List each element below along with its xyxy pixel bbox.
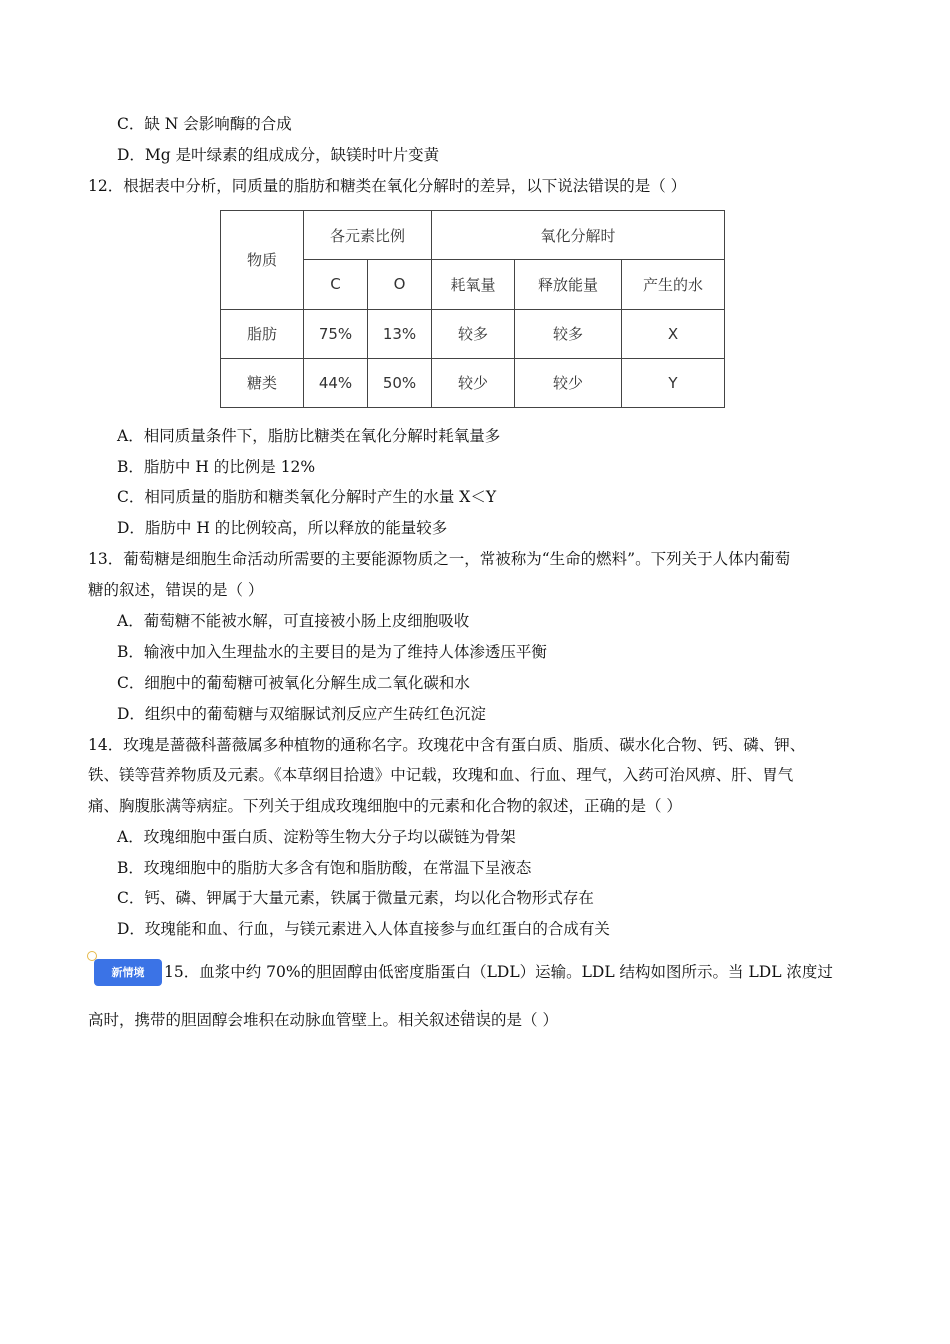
header-energy: 释放能量 <box>515 260 622 309</box>
row-water: Y <box>622 358 725 407</box>
table-row <box>221 358 725 407</box>
header-o: O <box>368 260 432 309</box>
q13-stem-line1: 13．葡萄糖是细胞生命活动所需要的主要能源物质之一，常被称为“生命的燃料”。下列关于人体内葡萄 <box>88 550 791 568</box>
q11-option-c: C．缺 N 会影响酶的合成 <box>117 115 292 133</box>
header-c: C <box>304 260 368 309</box>
q12-option-d: D．脂肪中 H 的比例较高，所以释放的能量较多 <box>117 519 448 537</box>
q14-stem-line1: 14．玫瑰是蔷薇科蔷薇属多种植物的通称名字。玫瑰花中含有蛋白质、脂质、碳水化合物、钙、磷、钾、 <box>88 736 806 754</box>
row-energy: 较少 <box>515 358 622 407</box>
q14-stem-line2: 铁、镁等营养物质及元素。《本草纲目拾遗》中记载，玫瑰和血、行血、理气，入药可治风痹、肝、胃气 <box>88 766 794 784</box>
q15-emphasis: 错误 · · <box>460 1011 491 1029</box>
row-o: 13% <box>368 309 432 358</box>
q15-stem-post: 的是（ ） <box>491 1011 558 1029</box>
q14-stem-line3: 痛、胸腹胀满等病症。下列关于组成玫瑰细胞中的元素和化合物的叙述，正确的是（ ） <box>88 797 682 815</box>
header-substance: 物质 <box>221 211 304 310</box>
table-row <box>221 309 725 358</box>
header-water: 产生的水 <box>622 260 725 309</box>
row-c: 44% <box>304 358 368 407</box>
q14-option-d: D．玫瑰能和血、行血，与镁元素进入人体直接参与血红蛋白的合成有关 <box>117 920 610 938</box>
q15-stem-line1: 15．血浆中约 70%的胆固醇由低密度脂蛋白（LDL）运输。LDL 结构如图所示。当 LDL 浓度过 <box>164 963 833 981</box>
row-c: 75% <box>304 309 368 358</box>
q12-option-b: B．脂肪中 H 的比例是 12% <box>117 458 316 476</box>
row-name: 糖类 <box>221 358 304 407</box>
header-oxygen: 耗氧量 <box>432 260 515 309</box>
header-oxidation: 氧化分解时 <box>432 211 725 260</box>
q14-option-c: C．钙、磷、钾属于大量元素，铁属于微量元素，均以化合物形式存在 <box>117 889 594 907</box>
row-name: 脂肪 <box>221 309 304 358</box>
q13-option-b: B．输液中加入生理盐水的主要目的是为了维持人体渗透压平衡 <box>117 643 547 661</box>
q13-stem-line2: 糖的叙述，错误的是（ ） <box>88 581 264 599</box>
q15-stem-line2 <box>88 1009 558 1031</box>
q12-data-table <box>220 210 725 408</box>
row-energy: 较多 <box>515 309 622 358</box>
row-water: X <box>622 309 725 358</box>
q13-option-a: A．葡萄糖不能被水解，可直接被小肠上皮细胞吸收 <box>117 612 470 630</box>
q13-option-d: D．组织中的葡萄糖与双缩脲试剂反应产生砖红色沉淀 <box>117 705 486 723</box>
q12-stem: 12．根据表中分析，同质量的脂肪和糖类在氧化分解时的差异，以下说法错误的是（ ） <box>88 177 687 195</box>
row-oxygen: 较多 <box>432 309 515 358</box>
q13-option-c: C．细胞中的葡萄糖可被氧化分解生成二氧化碳和水 <box>117 674 470 692</box>
q11-option-d: D．Mg 是叶绿素的组成成分，缺镁时叶片变黄 <box>117 146 440 164</box>
q14-option-b: B．玫瑰细胞中的脂肪大多含有饱和脂肪酸，在常温下呈液态 <box>117 859 532 877</box>
q14-option-a: A．玫瑰细胞中蛋白质、淀粉等生物大分子均以碳链为骨架 <box>117 828 516 846</box>
q15-stem-pre: 高时，携带的胆固醇会堆积在动脉血管壁上。相关叙述 <box>88 1011 461 1029</box>
new-context-badge: 新情境 <box>94 959 162 986</box>
header-element-ratio: 各元素比例 <box>304 211 432 260</box>
row-oxygen: 较少 <box>432 358 515 407</box>
q12-option-c: C．相同质量的脂肪和糖类氧化分解时产生的水量 X＜Y <box>117 488 497 506</box>
row-o: 50% <box>368 358 432 407</box>
q12-option-a: A．相同质量条件下，脂肪比糖类在氧化分解时耗氧量多 <box>117 427 501 445</box>
